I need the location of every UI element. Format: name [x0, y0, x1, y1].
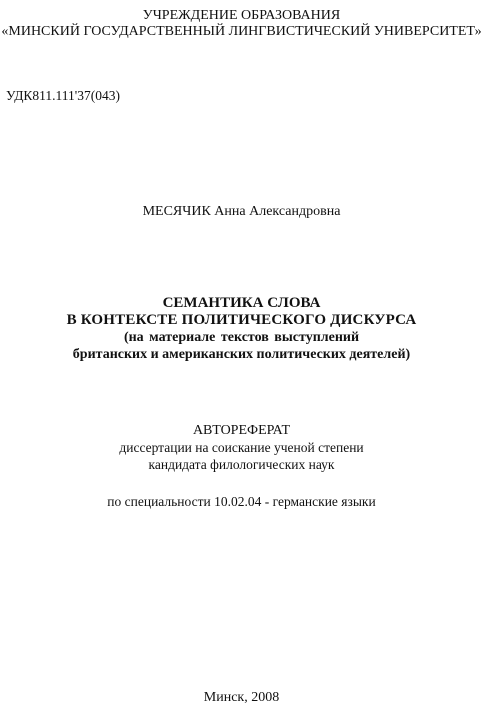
author-name: МЕСЯЧИК Анна Александровна — [142, 204, 341, 219]
institution-line-1: УЧРЕЖДЕНИЕ ОБРАЗОВАНИЯ — [142, 8, 341, 23]
title-line-2: В КОНТЕКСТЕ ПОЛИТИЧЕСКОГО ДИСКУРСА — [66, 312, 417, 328]
subtitle-line-1: (на материале текстов выступлений — [123, 330, 360, 345]
subtitle-line-2: британских и американских политических деятелей) — [72, 347, 411, 362]
udk-code: УДК811.111'37(043) — [6, 88, 120, 103]
place-and-year: Минск, 2008 — [203, 690, 280, 705]
abstract-line-3: кандидата филологических наук — [148, 457, 335, 472]
title-line-1: СЕМАНТИКА СЛОВА — [162, 295, 321, 311]
abstract-line-2: диссертации на соискание ученой степени — [119, 440, 364, 455]
institution-line-2: «МИНСКИЙ ГОСУДАРСТВЕННЫЙ ЛИНГВИСТИЧЕСКИЙ УНИВЕРСИТЕТ» — [1, 24, 482, 39]
abstract-heading: АВТОРЕФЕРАТ — [192, 423, 291, 438]
specialty-line: по специальности 10.02.04 - германские языки — [107, 494, 376, 509]
